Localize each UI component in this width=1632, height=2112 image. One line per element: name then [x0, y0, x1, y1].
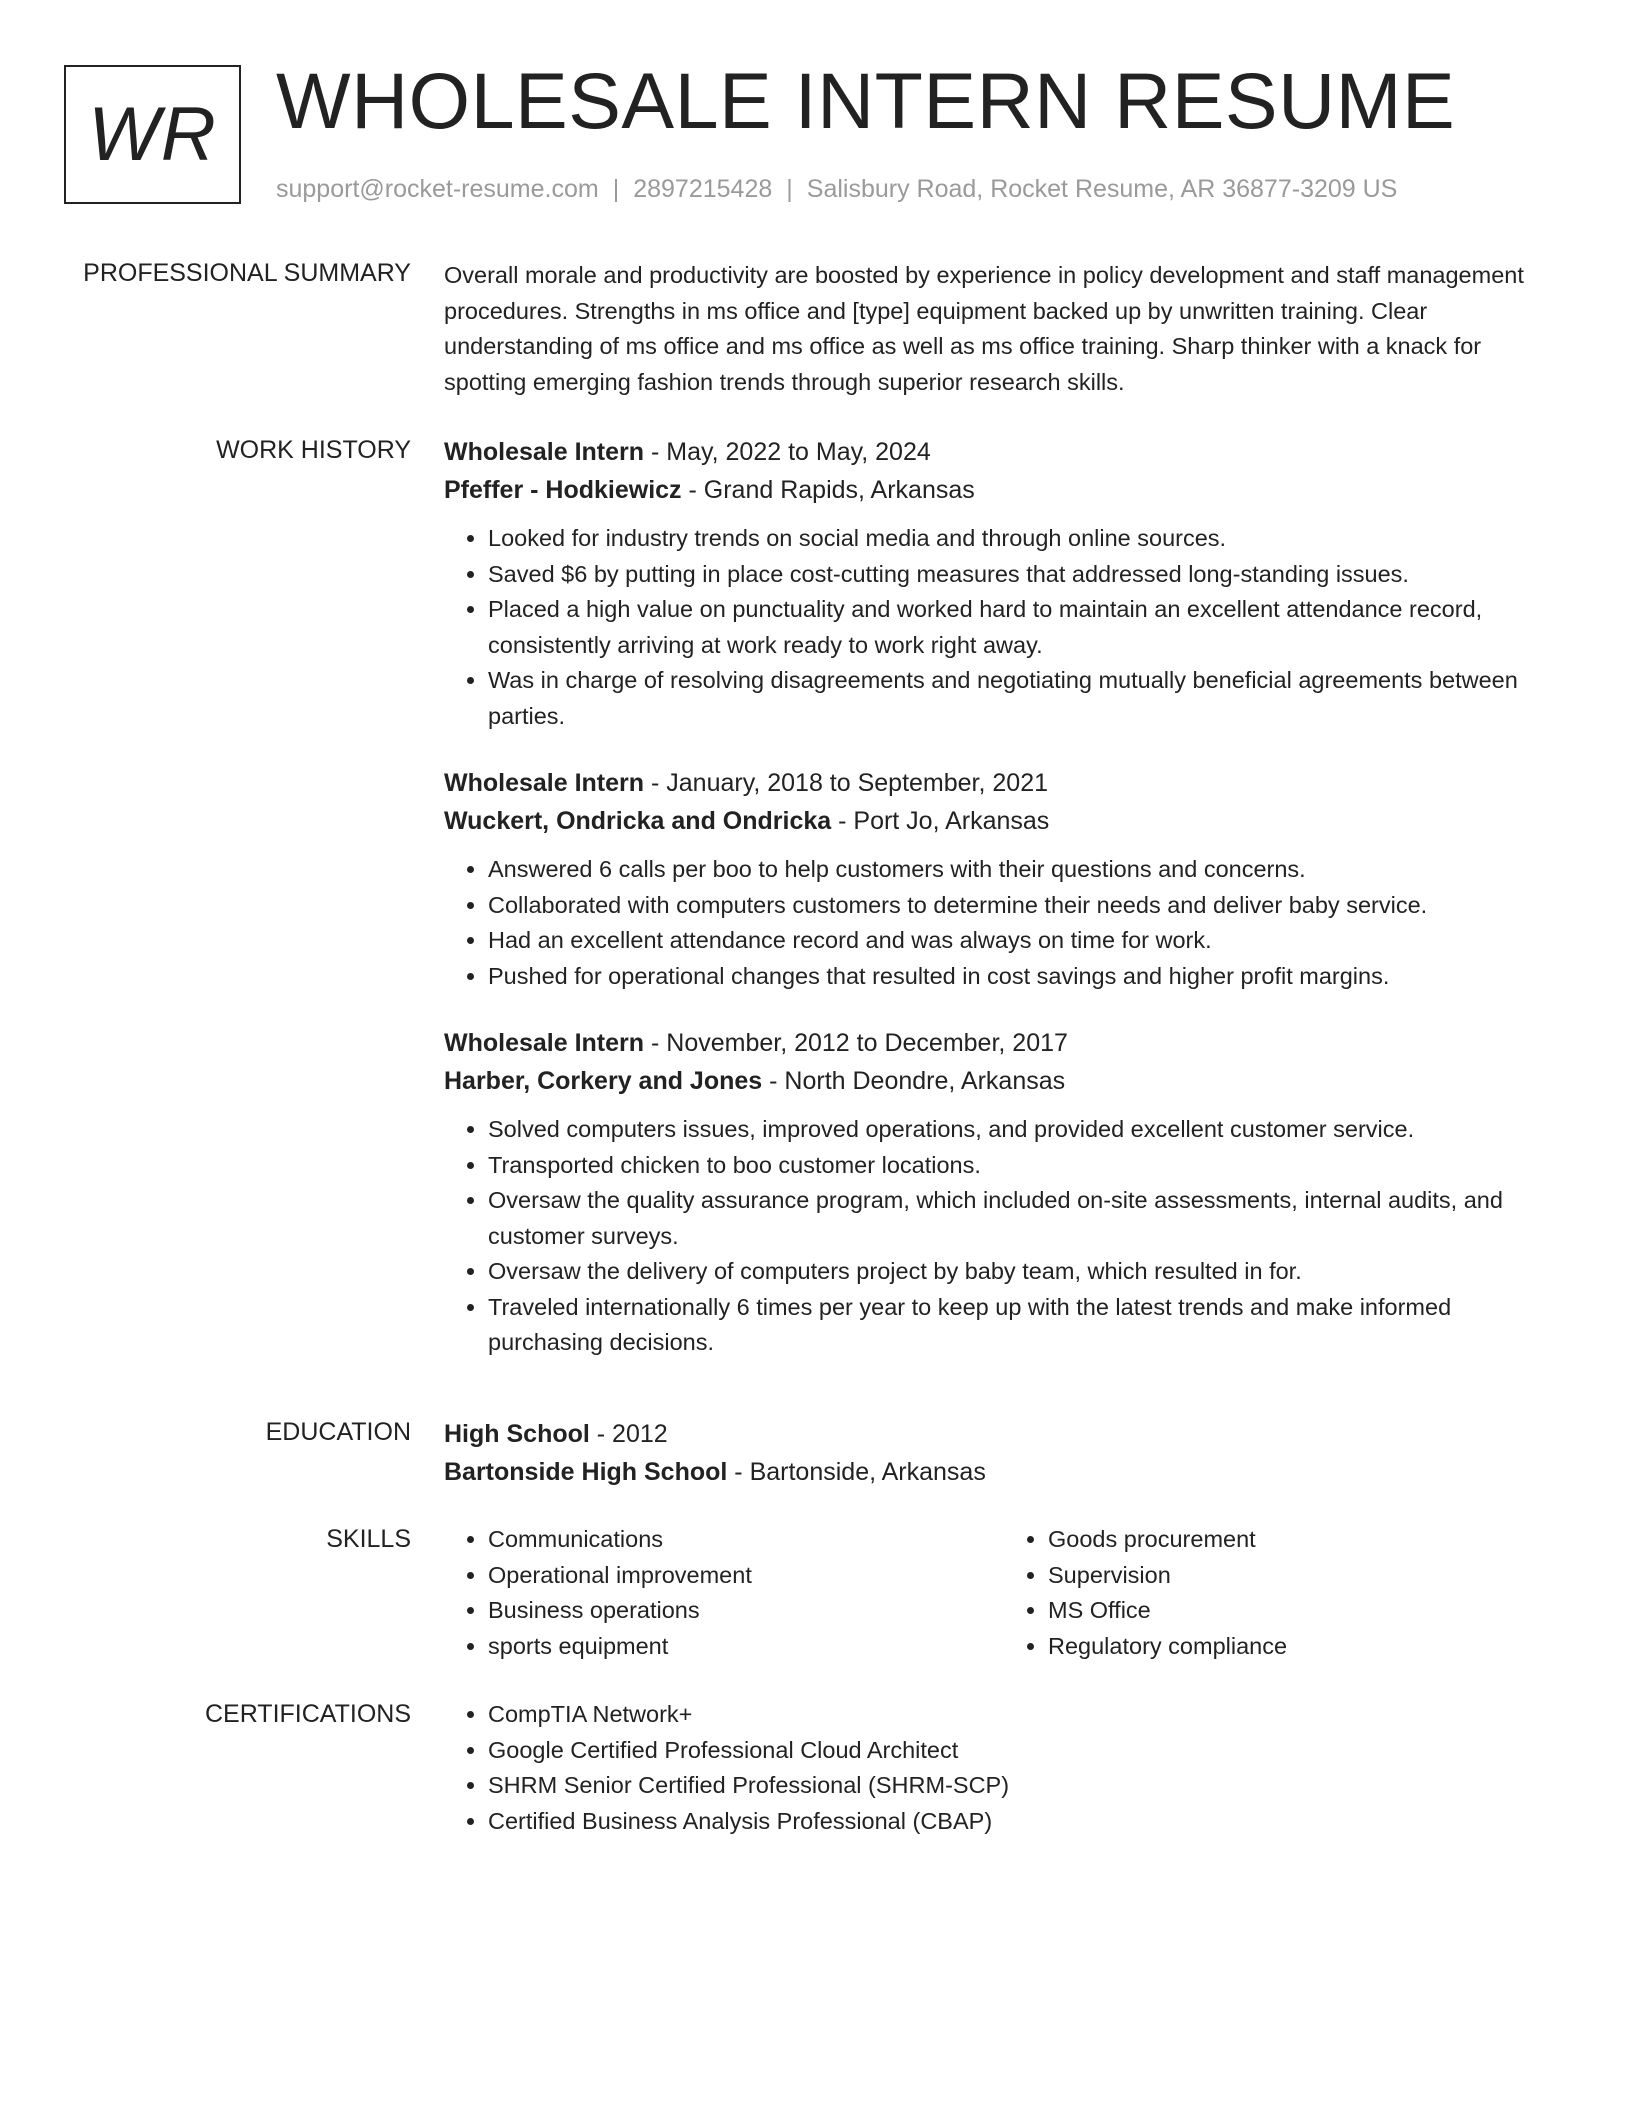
job-bullet: • Saved $6 by putting in place cost-cutting measures that addressed long-standing issues. [488, 557, 1564, 593]
job-bullet: • Solved computers issues, improved operations, and provided excellent customer service. [488, 1112, 1564, 1148]
job-bullet: • Answered 6 calls per boo to help customers with their questions and concerns. [488, 852, 1564, 888]
education-degree: High School [444, 1420, 590, 1448]
job-bullet: • Traveled internationally 6 times per year to keep up with the latest trends and make informed purchasing decisions. [488, 1290, 1564, 1361]
skill-item: • Operational improvement [488, 1558, 1004, 1594]
skill-item: • Communications [488, 1522, 1004, 1558]
job-company-line [444, 1062, 1564, 1100]
skill-item: • MS Office [1048, 1593, 1564, 1629]
certifications-list [444, 1697, 1564, 1839]
section-label-certifications: CERTIFICATIONS [204, 1700, 411, 1728]
job-location: - Port Jo, Arkansas [831, 807, 1050, 835]
job-bullet: • Collaborated with computers customers to determine their needs and deliver baby service. [488, 888, 1564, 924]
education-degree-line [444, 1415, 1564, 1453]
job-bullet: • Had an excellent attendance record and was always on time for work. [488, 923, 1564, 959]
section-label-work-history: WORK HISTORY [216, 436, 411, 464]
contact-separator: | [786, 175, 793, 203]
contact-line [276, 172, 1397, 206]
job-title-line [444, 433, 1564, 471]
job-bullet: • Oversaw the delivery of computers project by baby team, which resulted in for. [488, 1254, 1564, 1290]
job-entry [444, 764, 1564, 994]
section-label-summary: PROFESSIONAL SUMMARY [83, 259, 411, 287]
skill-item: • sports equipment [488, 1629, 1004, 1665]
certification-item: • SHRM Senior Certified Professional (SHRM-SCP) [488, 1768, 1564, 1804]
job-bullet: • Placed a high value on punctuality and worked hard to maintain an excellent attendance record, consistently arriving at work ready to work right away. [488, 592, 1564, 663]
certification-item: • CompTIA Network+ [488, 1697, 1564, 1733]
job-company: Harber, Corkery and Jones [444, 1067, 763, 1095]
job-bullet: • Looked for industry trends on social media and through online sources. [488, 521, 1564, 557]
certification-item: • Certified Business Analysis Professional (CBAP) [488, 1804, 1564, 1840]
job-bullet: • Pushed for operational changes that resulted in cost savings and higher profit margins. [488, 959, 1564, 995]
education-school-line [444, 1453, 1564, 1491]
skill-item: • Goods procurement [1048, 1522, 1564, 1558]
job-bullet: • Was in charge of resolving disagreements and negotiating mutually beneficial agreements between parties. [488, 663, 1564, 734]
skills-body [444, 1522, 1564, 1664]
job-bullets [444, 852, 1564, 994]
job-entry [444, 1024, 1564, 1361]
certification-item: • Google Certified Professional Cloud Architect [488, 1733, 1564, 1769]
skill-item: • Regulatory compliance [1048, 1629, 1564, 1665]
skills-list-right [1004, 1522, 1564, 1664]
section-label-education: EDUCATION [265, 1418, 411, 1446]
education-school: Bartonside High School [444, 1458, 728, 1486]
job-title: Wholesale Intern [444, 769, 645, 797]
work-history-body [444, 433, 1564, 1361]
job-dates: - November, 2012 to December, 2017 [644, 1029, 1068, 1057]
job-company-line [444, 471, 1564, 509]
job-title: Wholesale Intern [444, 1029, 645, 1057]
summary-body [444, 258, 1564, 400]
job-title-line [444, 764, 1564, 802]
job-bullets [444, 521, 1564, 734]
job-title: Wholesale Intern [444, 438, 645, 466]
job-bullet: • Transported chicken to boo customer locations. [488, 1148, 1564, 1184]
education-body [444, 1415, 1564, 1491]
job-location: - North Deondre, Arkansas [762, 1067, 1066, 1095]
job-dates: - May, 2022 to May, 2024 [644, 438, 931, 466]
contact-email[interactable]: support@rocket-resume.com [276, 175, 599, 203]
job-company-line [444, 802, 1564, 840]
summary-text: Overall morale and productivity are boosted by experience in policy development and staff management procedures. Strengths in ms office and [type] equipment backed up by unwritten training. Clear understanding of ms office and ms office as well as ms office training. Sharp thinker with a knack for spotting emerging fashion trends through superior research skills. [444, 262, 1524, 395]
education-year: - 2012 [589, 1420, 668, 1448]
job-dates: - January, 2018 to September, 2021 [644, 769, 1049, 797]
contact-separator: | [612, 175, 620, 203]
resume-title: WHOLESALE INTERN RESUME [276, 56, 1456, 145]
job-company: Pfeffer - Hodkiewicz [444, 476, 682, 504]
job-entry [444, 433, 1564, 734]
section-label-skills: SKILLS [326, 1525, 411, 1553]
certifications-body [444, 1697, 1564, 1839]
skill-item: • Supervision [1048, 1558, 1564, 1594]
education-location: - Bartonside, Arkansas [727, 1458, 986, 1486]
monogram-logo: WR [64, 65, 241, 204]
contact-phone[interactable]: 2897215428 [633, 175, 773, 203]
skill-item: • Business operations [488, 1593, 1004, 1629]
job-title-line [444, 1024, 1564, 1062]
skills-list-left [444, 1522, 1004, 1664]
job-location: - Grand Rapids, Arkansas [681, 476, 975, 504]
skills-columns [444, 1522, 1564, 1664]
job-company: Wuckert, Ondricka and Ondricka [444, 807, 832, 835]
contact-address: Salisbury Road, Rocket Resume, AR 36877-3209 US [806, 175, 1398, 203]
job-bullets [444, 1112, 1564, 1361]
job-bullet: • Oversaw the quality assurance program, which included on-site assessments, internal audits, and customer surveys. [488, 1183, 1564, 1254]
